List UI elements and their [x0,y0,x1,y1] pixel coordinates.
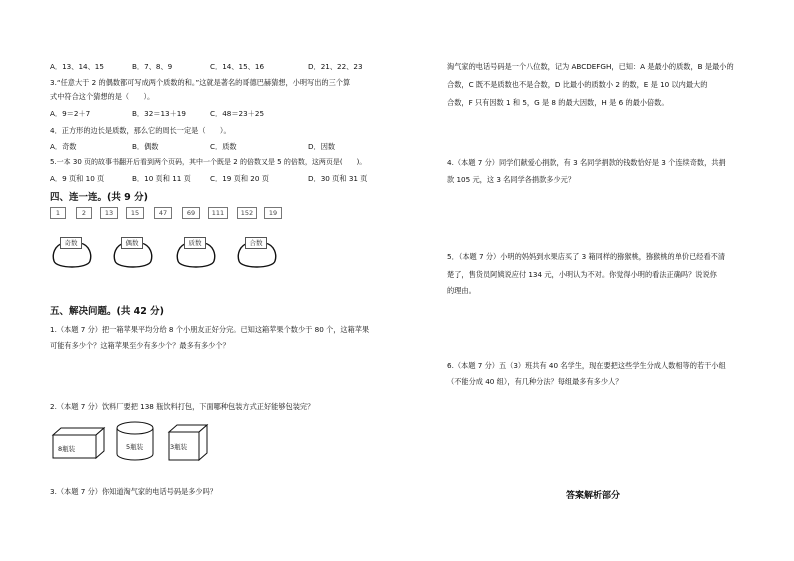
q5-option-b: B．10 页和 11 页 [132,174,191,183]
q3-text-line1: 3.“任意大于 2 的偶数都可写成两个质数的和。”这就是著名的哥德巴赫猜想，小明写出的三个算 [50,78,351,87]
number-card: 152 [237,207,257,219]
problem6-line1: 6.（本题 7 分）五（3）班共有 40 名学生，现在要把这些学生分成人数相等的若干小组 [447,361,726,370]
q4-option-d: D．因数 [308,142,336,151]
package-label-3: 3瓶装 [170,443,188,451]
package-cylinder-icon [114,420,156,462]
q2-option-c: C．14、15、16 [210,62,265,71]
bag-label: 合数 [245,237,267,249]
number-card: 2 [76,207,92,219]
problem6-line2: （不能分成 40 组），有几种分法？每组最多有多少人？ [447,377,623,386]
bag-prime [174,237,218,275]
number-card: 13 [100,207,118,219]
number-card: 47 [154,207,172,219]
bag-composite [235,237,279,275]
q3-option-a: A．9＝2＋7 [50,109,91,118]
problem4-line2: 款 105 元，这 3 名同学各捐款多少元？ [447,175,576,184]
q3-option-b: B．32＝13＋19 [132,109,186,118]
q3-text-line2: 式中符合这个猜想的是（ ）。 [50,92,155,101]
q5-option-a: A．9 页和 10 页 [50,174,105,183]
q4-option-b: B．偶数 [132,142,159,151]
answer-section-title: 答案解析部分 [566,491,621,501]
package-cuboid-icon [50,424,106,460]
q3-options [50,109,380,118]
q2-option-a: A．13、14、15 [50,62,104,71]
q5-option-d: D．30 页和 31 页 [308,174,368,183]
problem5-line2: 楚了，售货员阿姨说应付 134 元，小明认为不对。你觉得小明的看法正确吗？说说你 [447,270,717,279]
problem3-text: 3.（本题 7 分）你知道淘气家的电话号码是多少吗？ [50,487,217,496]
bag-label: 质数 [184,237,206,249]
package-label-5: 5瓶装 [126,443,144,451]
q3-option-c: C．48＝23＋25 [210,109,265,118]
q2-options [50,62,380,71]
bag-odd [50,237,94,275]
q4-option-c: C．质数 [210,142,237,151]
q5-text: 5.一本 30 页的故事书翻开后看到两个页码，其中一个既是 2 的倍数又是 5 的倍数，这两页是( )。 [50,158,367,166]
section5-title: 五、解决问题。(共 42 分) [50,306,165,317]
q5-option-c: C．19 页和 20 页 [210,174,269,183]
problem1-line1: 1.（本题 7 分）把一箱苹果平均分给 8 个小朋友正好分完。已知这箱苹果个数少于 80 个，这箱苹果 [50,325,370,334]
section4-title: 四、连一连。(共 9 分) [50,192,148,203]
number-card: 111 [208,207,228,219]
number-card: 1 [50,207,66,219]
bag-label: 偶数 [121,237,143,249]
bag-even [111,237,155,275]
number-card: 69 [182,207,200,219]
right-p3-line1: 淘气家的电话号码是一个八位数，记为 ABCDEFGH，已知：A 是最小的质数，B 是最小的 [447,62,734,71]
q5-options [50,174,380,183]
package-cube-icon [166,422,210,462]
number-card: 15 [126,207,144,219]
problem5-line3: 的理由。 [447,286,476,295]
problem4-line1: 4.（本题 7 分）同学们献爱心捐款，有 3 名同学捐款的钱数恰好是 3 个连续奇数，共捐 [447,158,726,167]
right-p3-line3: 合数，F 只有因数 1 和 5，G 是 8 的最大因数，H 是 6 的最小倍数。 [447,98,669,107]
bag-label: 奇数 [60,237,82,249]
q2-option-b: B．7、8、9 [132,62,173,71]
q4-option-a: A．奇数 [50,142,77,151]
package-label-8: 8瓶装 [58,445,76,453]
q4-options [50,142,380,151]
q4-text: 4．正方形的边长是质数，那么它的周长一定是（ ）。 [50,126,231,135]
q2-option-d: D．21、22、23 [308,62,363,71]
number-card: 19 [264,207,282,219]
right-p3-line2: 合数，C 既不是质数也不是合数，D 比最小的质数小 2 的数，E 是 10 以内最大的 [447,80,708,89]
problem2-text: 2.（本题 7 分）饮料厂要把 138 瓶饮料打包，下面哪种包装方式正好能够包装完？ [50,402,315,411]
problem5-line1: 5．（本题 7 分）小明的妈妈到水果店买了 3 箱同样的猕猴桃，猕猴桃的单价已经看不清 [447,252,726,261]
problem1-line2: 可能有多少个？这箱苹果至少有多少个？最多有多少个？ [50,341,230,350]
